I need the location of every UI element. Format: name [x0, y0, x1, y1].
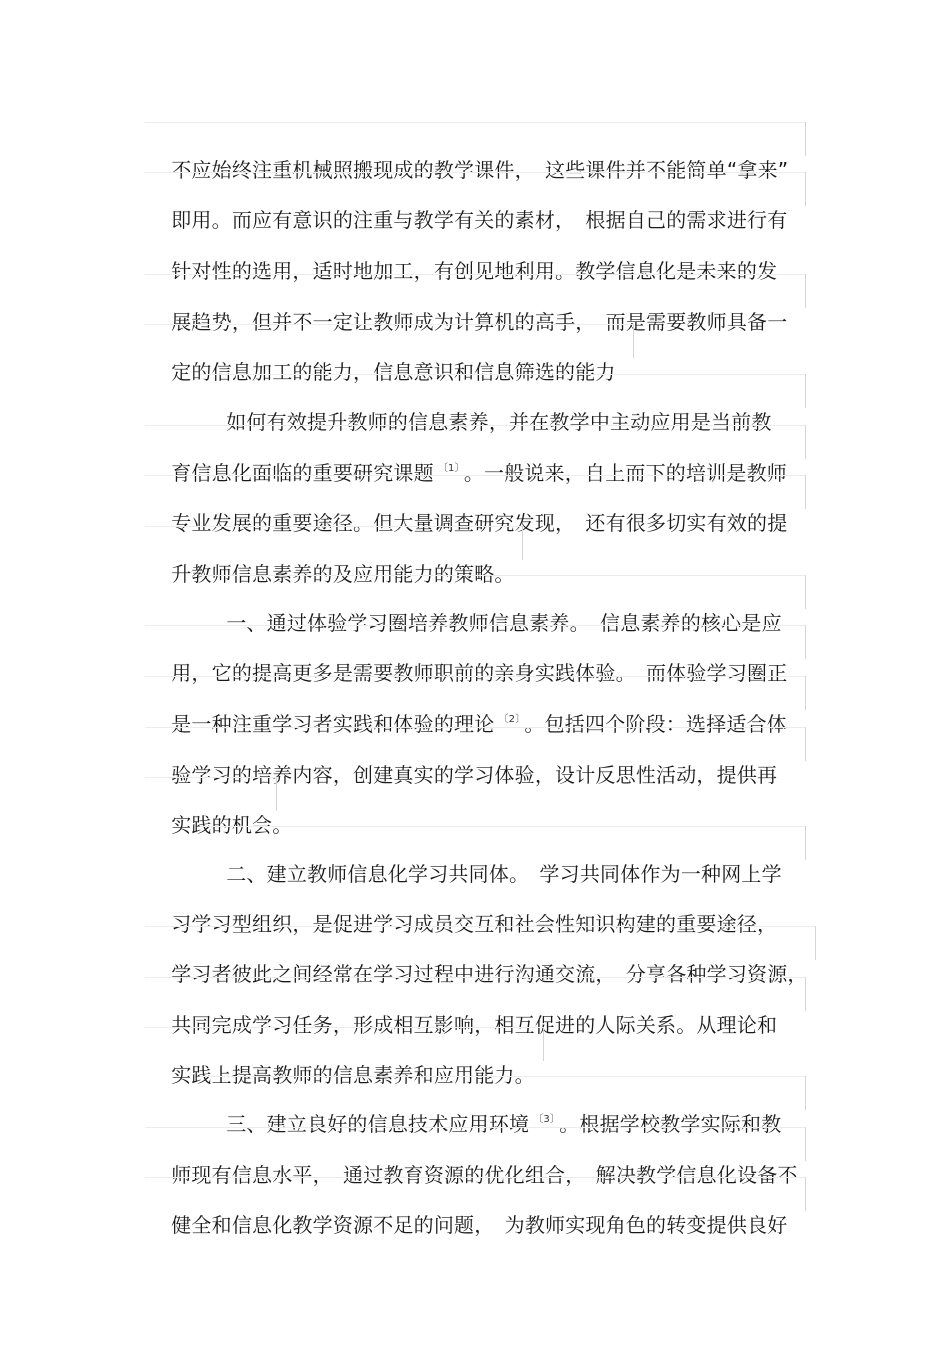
- text-line: [200, 380, 772, 434]
- line-text: 不应始终注重机械照搬现成的教学课件， 这些课件并不能简单“拿来”: [171, 158, 789, 182]
- line-text: 实践的机会。: [171, 813, 293, 837]
- line-text: 针对性的选用，适时地加工，有创见地利用。教学信息化是未来的发: [171, 259, 778, 283]
- line-rule: [145, 172, 806, 206]
- line-rule: [145, 777, 277, 811]
- line-rule: [145, 425, 806, 459]
- line-text: 师现有信息水平， 通过教育资源的优化组合， 解决教学信息化设备不: [171, 1163, 798, 1187]
- text-line: [145, 1133, 798, 1187]
- line-rule: [200, 575, 806, 609]
- line-rule: [145, 324, 634, 358]
- text-line: [145, 682, 788, 736]
- line-rule: [145, 1177, 806, 1211]
- line-rule: [145, 926, 816, 960]
- text-line: [145, 882, 778, 936]
- text-line: [145, 932, 808, 986]
- line-text: 。根据学校教学实际和教: [559, 1112, 782, 1136]
- line-text: 即用。而应有意识的注重与教学有关的素材， 根据自己的需求进行有: [171, 208, 788, 232]
- line-rule: [145, 1127, 806, 1161]
- text-line: [145, 481, 788, 535]
- line-text: 展趋势，但并不一定让教师成为计算机的高手， 而是需要教师具备一: [171, 310, 788, 334]
- line-rule: [145, 122, 806, 156]
- line-text: 定的信息加工的能力，信息意识和信息筛选的能力: [171, 360, 616, 384]
- line-text: 二、建立教师信息化学习共同体。 学习共同体作为一种网上学: [226, 862, 782, 886]
- text-line: [200, 832, 782, 886]
- text-line: [200, 1082, 782, 1136]
- line-text: 。包括四个阶段：选择适合体: [524, 712, 788, 736]
- text-line: [145, 631, 788, 685]
- line-rule: [145, 1027, 544, 1061]
- line-text: 育信息化面临的重要研究课题: [171, 461, 434, 485]
- line-rule: [145, 526, 523, 560]
- line-rule: [145, 475, 806, 509]
- line-rule: [200, 374, 806, 408]
- citation-ref: 〔3〕: [533, 1114, 556, 1125]
- line-text: 三、建立良好的信息技术应用环境: [226, 1112, 530, 1136]
- line-text: 专业发展的重要途径。但大量调查研究发现， 还有很多切实有效的提: [171, 511, 788, 535]
- line-rule: [145, 625, 806, 659]
- line-rule: [145, 274, 806, 308]
- line-text: 是一种注重学习者实践和体验的理论: [171, 712, 495, 736]
- line-rule: [145, 676, 806, 710]
- line-text: 用，它的提高更多是需要教师职前的亲身实践体验。 而体验学习圈正: [171, 661, 788, 685]
- line-rule: [145, 977, 806, 1011]
- text-line: [145, 128, 789, 182]
- text-line: [145, 229, 778, 283]
- line-text: 健全和信息化教学资源不足的问题， 为教师实现角色的转变提供良好: [171, 1213, 788, 1237]
- line-rule: [200, 826, 806, 860]
- line-text: 升教师信息素养的及应用能力的策略。: [171, 562, 515, 586]
- line-text: 验学习的培养内容，创建真实的学习体验，设计反思性活动，提供再: [171, 763, 778, 787]
- line-text: 。一般说来，自上而下的培训是教师: [463, 461, 788, 485]
- text-line: [145, 280, 788, 334]
- text-line: [145, 330, 616, 384]
- text-line: [145, 733, 778, 787]
- line-rule: [145, 727, 806, 761]
- citation-ref: 〔1〕: [437, 463, 460, 474]
- line-text: 习学习型组织，是促进学习成员交互和社会性知识构建的重要途径，: [171, 912, 778, 936]
- citation-ref: 〔2〕: [498, 714, 521, 725]
- text-line: [200, 581, 782, 635]
- line-text: 实践上提高教师的信息素养和应用能力。: [171, 1063, 535, 1087]
- text-line: [145, 983, 778, 1037]
- text-line: [145, 431, 788, 485]
- text-line: [145, 1183, 788, 1237]
- line-text: 学习者彼此之间经常在学习过程中进行沟通交流， 分享各种学习资源，: [171, 962, 808, 986]
- line-text: 共同完成学习任务，形成相互影响，相互促进的人际关系。从理论和: [171, 1013, 778, 1037]
- line-rule: [200, 1076, 806, 1110]
- text-line: [145, 178, 788, 232]
- line-text: 如何有效提升教师的信息素养，并在教学中主动应用是当前教: [226, 410, 772, 434]
- line-text: 一、通过体验学习圈培养教师信息素养。 信息素养的核心是应: [226, 611, 782, 635]
